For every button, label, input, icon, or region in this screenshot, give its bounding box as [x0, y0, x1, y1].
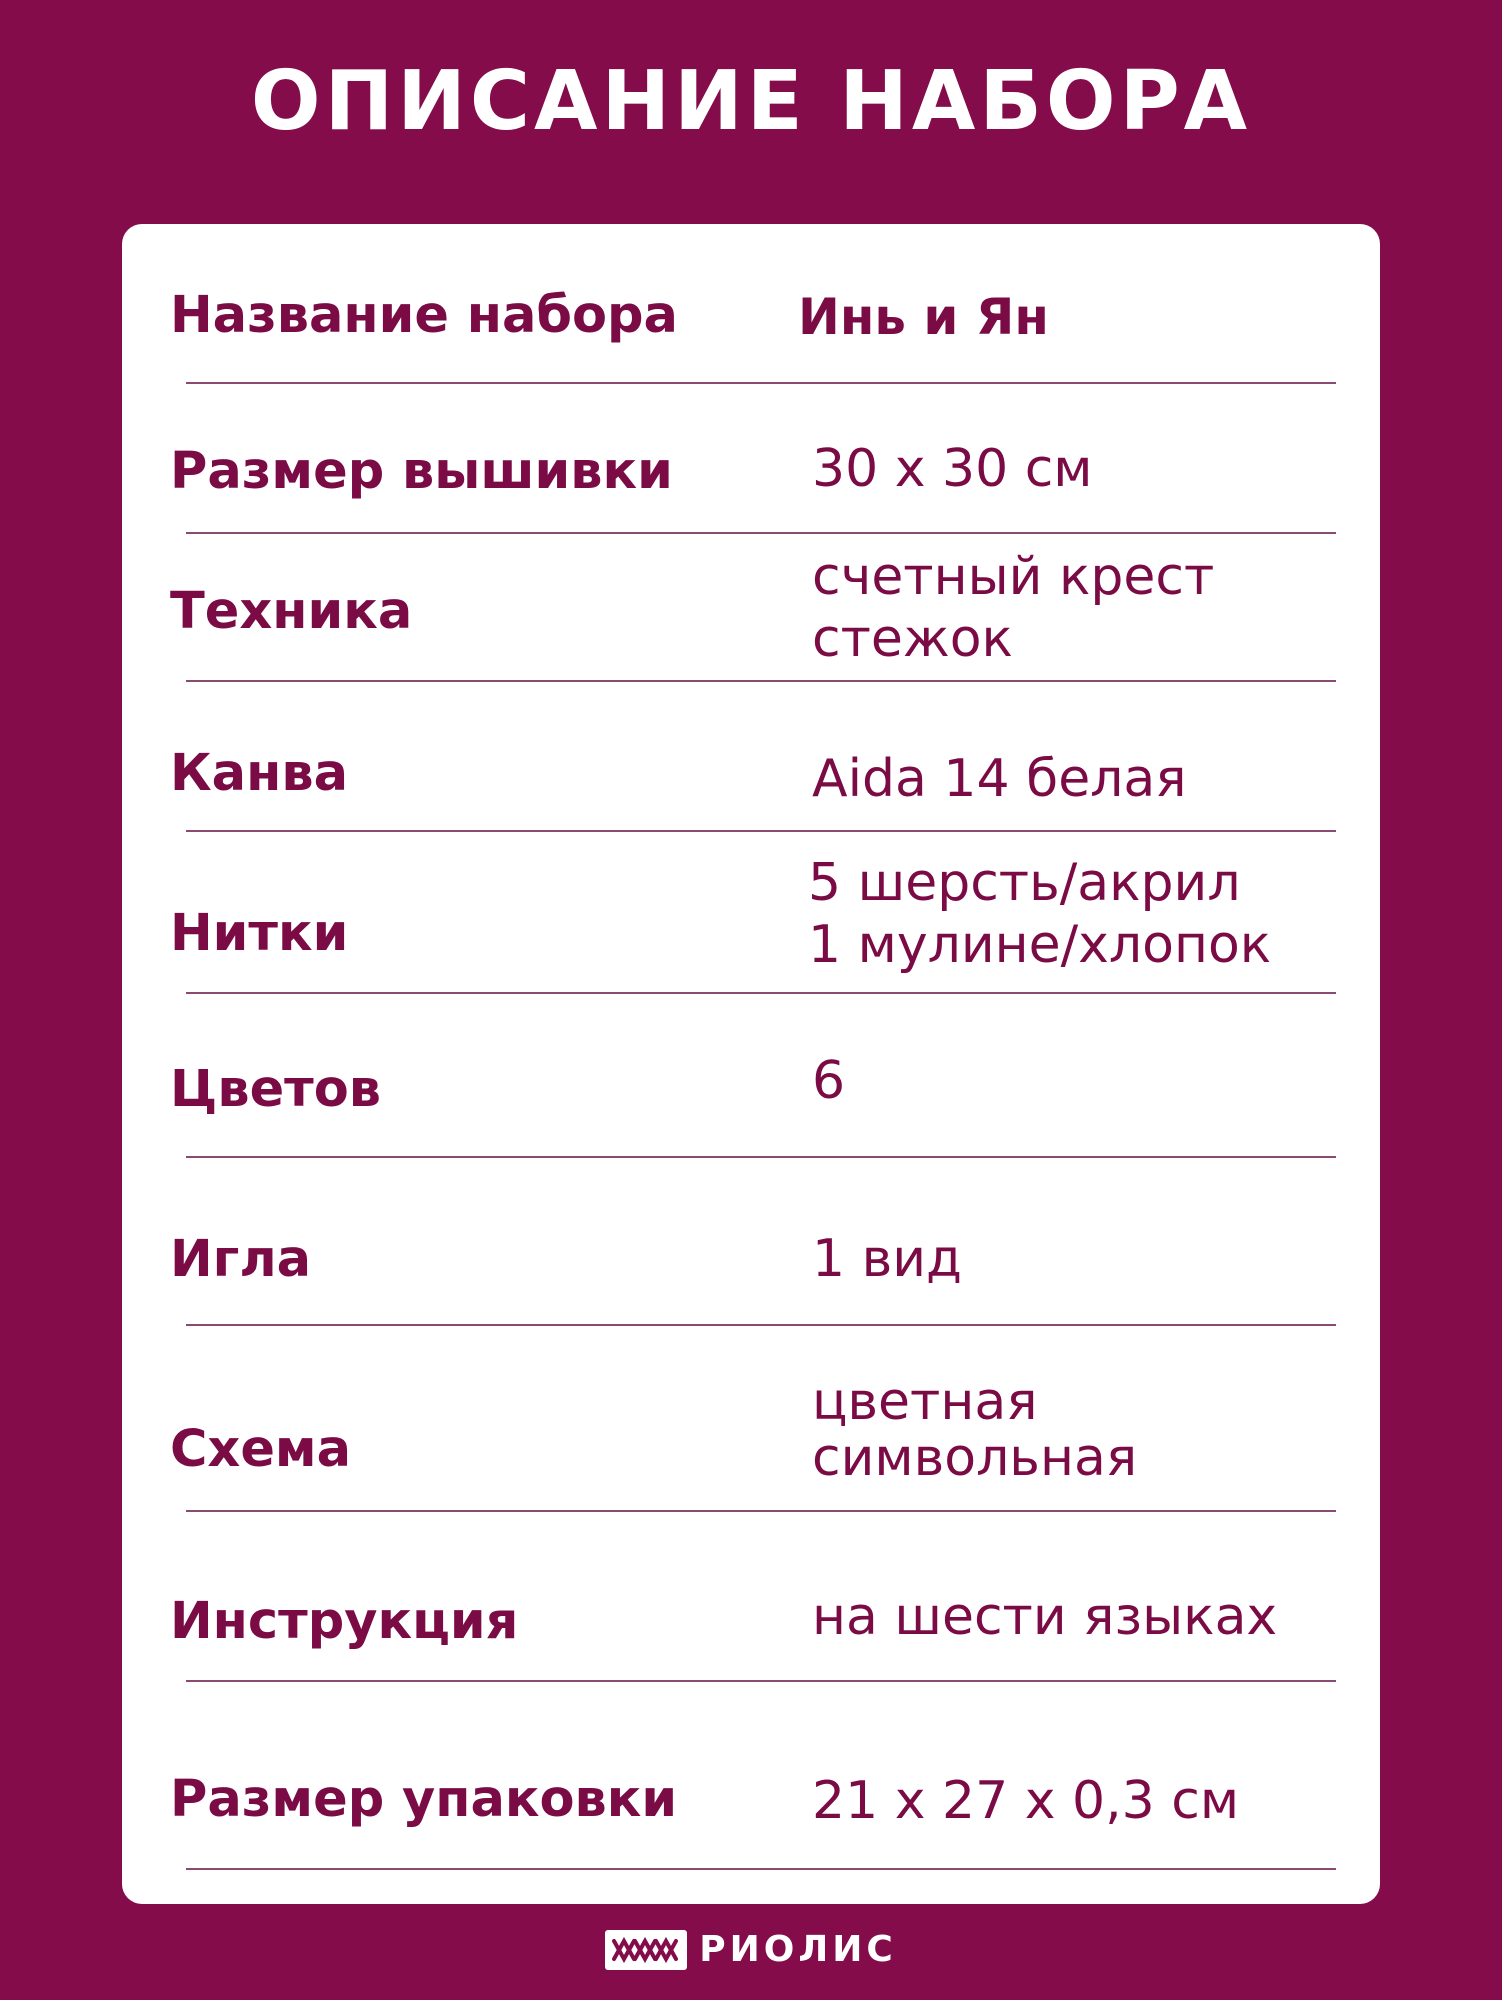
- spec-label: Размер упаковки: [170, 1770, 678, 1829]
- row-divider: [186, 382, 1336, 384]
- row-divider: [186, 1868, 1336, 1870]
- spec-label: Схема: [170, 1420, 352, 1479]
- spec-value: [812, 1770, 1239, 1832]
- spec-card: [122, 224, 1380, 1904]
- spec-value-line: цветная: [812, 1372, 1038, 1432]
- row-divider: [186, 532, 1336, 534]
- brand-footer: [0, 1926, 1502, 1974]
- spec-label: Нитки: [170, 904, 349, 963]
- spec-value: [812, 1374, 1137, 1486]
- row-divider: [186, 1324, 1336, 1326]
- spec-label: Канва: [170, 744, 349, 803]
- spec-label: Название набора: [170, 286, 678, 345]
- spec-value-line: 1 мулине/хлопок: [808, 915, 1272, 975]
- spec-value: [812, 748, 1187, 810]
- spec-value-line: 6: [812, 1051, 846, 1111]
- spec-value: [812, 546, 1214, 670]
- spec-value-line: стежок: [812, 609, 1013, 669]
- spec-value-line: Инь и Ян: [798, 288, 1049, 346]
- row-divider: [186, 1680, 1336, 1682]
- spec-value: [808, 852, 1271, 976]
- spec-value-line: Aida 14 белая: [812, 749, 1187, 809]
- row-divider: [186, 830, 1336, 832]
- spec-label: Размер вышивки: [170, 442, 673, 501]
- spec-value: [812, 1228, 962, 1290]
- spec-value-line: 5 шерсть/акрил: [808, 853, 1241, 913]
- spec-label: Цветов: [170, 1060, 382, 1119]
- row-divider: [186, 992, 1336, 994]
- spec-value: [812, 1050, 845, 1112]
- row-divider: [186, 1156, 1336, 1158]
- spec-label: Техника: [170, 582, 413, 641]
- spec-value: [798, 286, 1049, 348]
- spec-value: [812, 1586, 1277, 1648]
- brand-name: РИОЛИС: [699, 1929, 897, 1970]
- row-divider: [186, 1510, 1336, 1512]
- spec-value-line: 1 вид: [812, 1229, 963, 1289]
- spec-value: [812, 438, 1093, 500]
- row-divider: [186, 680, 1336, 682]
- spec-value-line: 21 х 27 х 0,3 см: [812, 1771, 1240, 1831]
- spec-value-line: символьная: [812, 1428, 1138, 1488]
- spec-value-line: 30 х 30 см: [812, 439, 1093, 499]
- spec-value-line: счетный крест: [812, 547, 1215, 607]
- spec-value-line: на шести языках: [812, 1587, 1278, 1647]
- spec-label: Игла: [170, 1230, 312, 1289]
- page-title: ОПИСАНИЕ НАБОРА: [250, 54, 1252, 149]
- spec-label: Инструкция: [170, 1592, 519, 1651]
- riolis-logo-icon: [605, 1930, 687, 1970]
